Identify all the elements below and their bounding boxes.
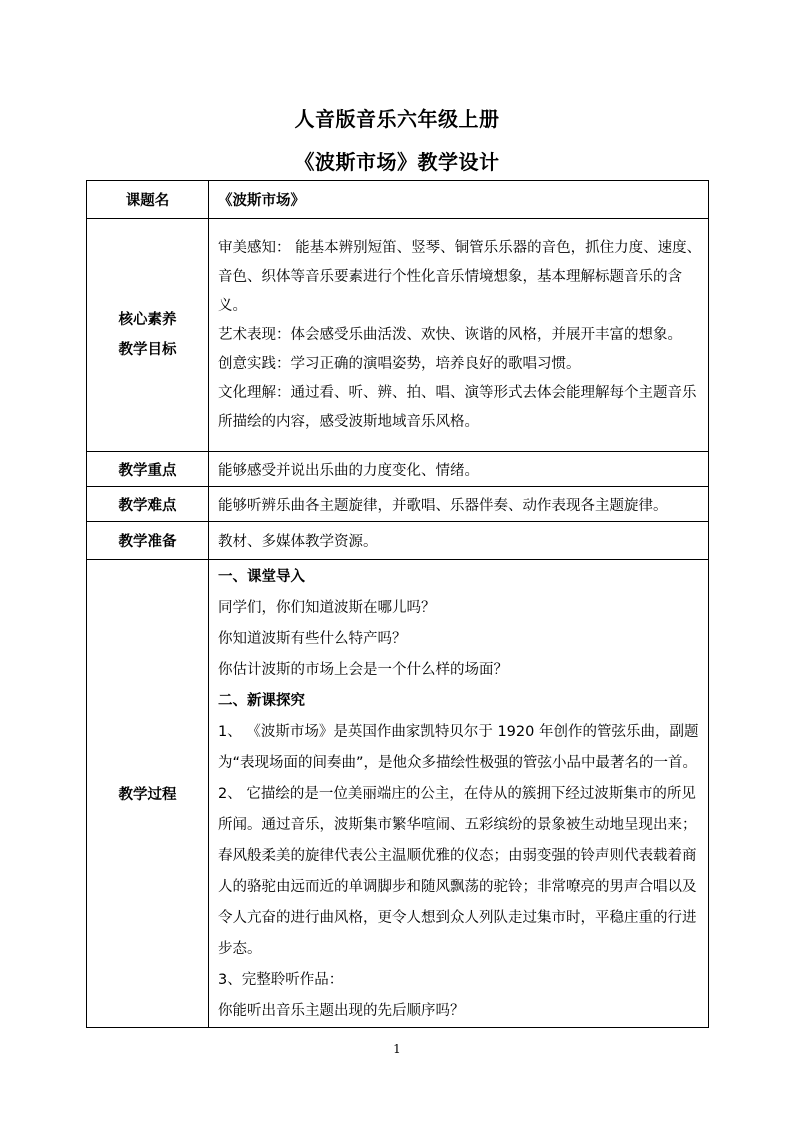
preparation-label: 教学准备 bbox=[87, 522, 209, 560]
process-content bbox=[209, 560, 709, 1028]
goal-expression: 艺术表现：体会感受乐曲活泼、欢快、诙谐的风格，并展开丰富的想象。 bbox=[218, 326, 682, 343]
table-row-preparation bbox=[87, 522, 709, 560]
table-row-process bbox=[87, 560, 709, 1028]
section2-line: 3、完整聆听作品： bbox=[218, 972, 344, 988]
section2-paragraph: 2、 它描绘的是一位美丽端庄的公主，在侍从的簇拥下经过波斯集市的所见所闻。通过音乐，波斯集市繁华喧闹、五彩缤纷的景象被生动地呈现出来；春风般柔美的旋律代表公主温顺优雅的仪态；由弱变强的铃声则代表载着商人的骆驼由远而近的单调脚步和随风飘荡的驼铃；非常嘹亮的男声合唱以及令人亢奋的进行曲风格，更令人想到众人列队走过集市时，平稳庄重的行进步态。 bbox=[218, 786, 697, 957]
section1-line: 你知道波斯有些什么特产吗？ bbox=[218, 631, 407, 647]
goals-label bbox=[87, 219, 209, 452]
difficulties-label: 教学难点 bbox=[87, 487, 209, 522]
document-title: 人音版音乐六年级上册 bbox=[294, 107, 500, 131]
table-row-difficulties bbox=[87, 487, 709, 522]
section1-line: 同学们，你们知道波斯在哪儿吗？ bbox=[218, 600, 436, 616]
table-row-goals bbox=[87, 219, 709, 452]
goal-creative: 创意实践：学习正确的演唱姿势，培养良好的歌唱习惯。 bbox=[218, 355, 581, 372]
difficulties-value: 能够听辨乐曲各主题旋律，并歌唱、乐器伴奏、动作表现各主题旋律。 bbox=[209, 487, 709, 522]
key-points-value: 能够感受并说出乐曲的力度变化、情绪。 bbox=[209, 452, 709, 487]
topic-label: 课题名 bbox=[87, 181, 209, 219]
goal-culture: 文化理解：通过看、听、辨、拍、唱、演等形式去体会能理解每个主题音乐所描绘的内容，感受波斯地域音乐风格。 bbox=[218, 384, 697, 430]
section1-heading: 一、课堂导入 bbox=[218, 569, 305, 585]
topic-value: 《波斯市场》 bbox=[209, 181, 709, 219]
goals-label-line2: 教学目标 bbox=[118, 342, 177, 358]
section2-paragraph: 1、 《波斯市场》是英国作曲家凯特贝尔于 1920 年创作的管弦乐曲，副题为“表现场面的间奏曲”，是他众多描绘性极强的管弦小品中最著名的一首。 bbox=[218, 724, 699, 771]
section1-line: 你估计波斯的市场上会是一个什么样的场面？ bbox=[218, 662, 508, 678]
process-label: 教学过程 bbox=[87, 560, 209, 1028]
goals-label-line1: 核心素养 bbox=[118, 312, 177, 328]
section2-line: 你能听出音乐主题出现的先后顺序吗？ bbox=[218, 1003, 465, 1019]
document-subtitle: 《波斯市场》教学设计 bbox=[294, 150, 500, 174]
table-row-topic bbox=[87, 181, 709, 219]
section2-heading: 二、新课探究 bbox=[218, 693, 305, 709]
page-number: 1 bbox=[393, 1042, 401, 1056]
key-points-label: 教学重点 bbox=[87, 452, 209, 487]
lesson-plan-table bbox=[86, 180, 709, 1028]
table-row-key-points bbox=[87, 452, 709, 487]
preparation-value: 教材、多媒体教学资源。 bbox=[209, 522, 709, 560]
goals-content bbox=[209, 219, 709, 452]
goal-aesthetic: 审美感知： 能基本辨别短笛、竖琴、铜管乐乐器的音色，抓住力度、速度、音色、织体等音乐要素进行个性化音乐情境想象，基本理解标题音乐的含义。 bbox=[218, 239, 702, 314]
